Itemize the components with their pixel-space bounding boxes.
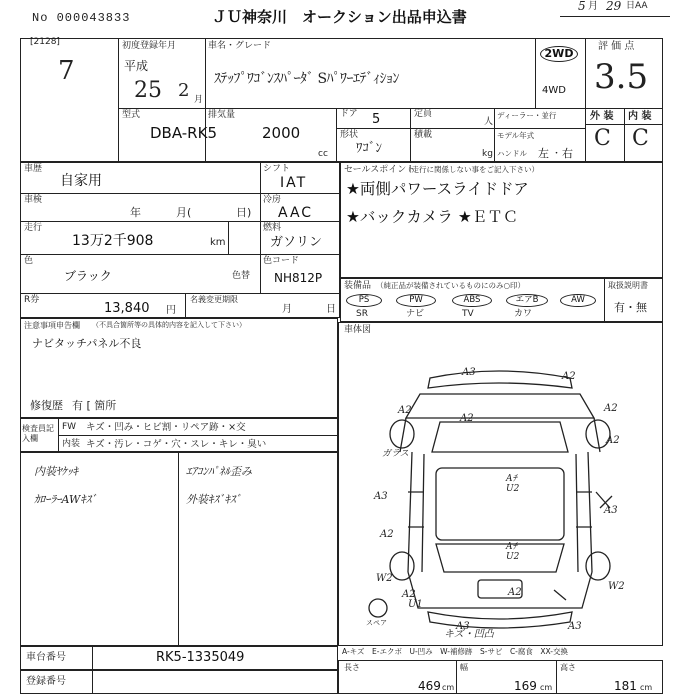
mark-glass: ガラス	[382, 449, 409, 459]
divider-drive	[535, 38, 536, 108]
shift: IAT	[280, 175, 308, 191]
inspection-col-line	[58, 418, 59, 452]
divider-dealer	[494, 108, 495, 162]
aircon-label: 冷房	[263, 195, 282, 205]
body-shape-label: 形状	[340, 130, 359, 140]
color-change-label: 色替	[232, 271, 251, 281]
mark-a3-bumper-left: A3	[456, 621, 470, 632]
mark-a2-left-side: A2	[380, 529, 394, 540]
date-underline	[560, 16, 670, 17]
divider-main-right	[585, 38, 586, 162]
registration-month-unit: 月	[194, 95, 204, 105]
inspection-row2: キズ・汚レ・コゲ・穴・スレ・キレ・臭い	[86, 439, 267, 450]
shaken-year-unit: 年	[130, 206, 141, 219]
car-diagram	[338, 322, 663, 646]
manual-label: 取扱説明書	[608, 281, 648, 290]
model-year-label: モデル年式	[497, 131, 535, 140]
divider-manual	[604, 278, 605, 322]
recycle-label: R券	[24, 295, 40, 305]
mark-roof-front: Aﾁ U2	[506, 474, 520, 494]
chassis-number: RK5-1335049	[156, 650, 245, 665]
notes-label: 注意事項申告欄	[24, 321, 80, 330]
equip-airbag: エアB	[506, 294, 548, 307]
sales-point-2: ★バックカメラ ★ＥＴＣ	[346, 208, 519, 226]
exterior-grade-label: 外 装	[590, 111, 614, 122]
first-registration-label: 初度登録年月	[122, 41, 177, 51]
inspector-notes-frame	[20, 452, 338, 646]
shift-label: シフト	[263, 164, 291, 174]
date-month-unit: 月	[588, 1, 598, 12]
divider-doors	[410, 108, 411, 162]
recycle-fee: 13,840	[104, 301, 150, 316]
date-day-unit: 日AA	[626, 1, 648, 11]
mark-a2-left-fender: A2	[398, 405, 412, 416]
doors-label: ドア	[340, 109, 358, 119]
meter-label: 名義変更期限	[190, 295, 238, 304]
color: ブラック	[64, 269, 112, 283]
sales-points-label: セールスポイント	[344, 165, 416, 175]
interior-grade-label: 内 装	[628, 111, 652, 122]
length-unit: cm	[442, 683, 455, 692]
inspector-note-2: ｴｱｺﾝﾊﾟﾈﾙ歪み	[186, 465, 252, 478]
serial-number: No 000043833	[32, 11, 131, 25]
exterior-grade: C	[594, 126, 611, 151]
mark-a3-right-door: A3	[604, 505, 618, 516]
meter-day-unit: 日	[326, 304, 336, 315]
lot-number: 7	[58, 56, 75, 86]
usage-label: 車歴	[24, 164, 43, 174]
equip-aw: AW	[560, 294, 596, 307]
mark-a3-front-left: A3	[462, 367, 476, 378]
handle-sep: ・	[552, 149, 562, 159]
length-value: 469	[418, 679, 441, 693]
document-title: ＪＵ神奈川 オークション出品申込書	[212, 8, 467, 26]
manual-value: 有・無	[614, 301, 647, 314]
usage: 自家用	[60, 173, 102, 189]
recycle-unit: 円	[166, 305, 176, 316]
mark-a2-front-right: A2	[562, 371, 576, 382]
meter-month-unit: 月	[282, 304, 292, 315]
equip-ps: PS	[346, 294, 382, 307]
mileage-label: 走行	[24, 223, 43, 233]
width-label: 幅	[460, 663, 468, 672]
equipment-label: 装備品	[344, 281, 372, 291]
mark-roof-rear: Aﾁ U2	[506, 542, 520, 562]
vehicle-name-label: 車名・グレード	[208, 41, 272, 51]
mark-a2-right-fender: A2	[604, 403, 618, 414]
color-label: 色	[24, 256, 34, 266]
equip-pw: PW	[396, 294, 436, 307]
row-line-3	[20, 254, 340, 255]
divider-grade-col	[624, 108, 625, 162]
mileage: 13万2千908	[72, 233, 154, 249]
handle-right: 右	[562, 147, 573, 160]
mileage-unit: km	[210, 237, 226, 248]
interior-grade: C	[632, 126, 649, 151]
mark-a3-bumper-right: A3	[568, 621, 582, 632]
height-label: 高さ	[560, 663, 576, 672]
model-code: DBA-RK5	[150, 124, 217, 142]
divider-disp	[336, 108, 337, 162]
ref-code: [2128]	[30, 37, 60, 47]
equipment-note: （純正品が装備されているものにのみ○印）	[376, 281, 526, 290]
equip-navi: ナビ	[406, 309, 425, 319]
divider-colorcode	[260, 254, 261, 293]
registration-year: 25	[134, 78, 162, 103]
damage-legend: A-キズ E-エクボ U-凹み W-補修跡 S-サビ C-腐食 XX-交換	[342, 647, 568, 656]
equip-abs: ABS	[452, 294, 492, 307]
mark-w2-left-rear: W2	[376, 573, 393, 584]
inspection-row1: キズ・凹み・ヒビ割・リペア跡・×交	[86, 422, 246, 433]
diagram-label: 車体図	[344, 325, 372, 335]
inspector-notes-divider	[178, 452, 179, 646]
dimensions-divider-2	[556, 660, 557, 694]
length-label: 長さ	[344, 663, 360, 672]
mark-a2-right: A2	[606, 435, 620, 446]
note-item-1: ナビタッチパネル不良	[32, 337, 142, 350]
spare-label: スペア	[366, 619, 387, 627]
divider-km	[228, 221, 229, 254]
displacement-label: 排気量	[208, 110, 236, 120]
color-code: NH812P	[274, 271, 323, 285]
inspector-note-1: 内装ﾔｹｯｷ	[34, 465, 78, 478]
drive-2wd: 2WD	[540, 46, 578, 62]
loading-unit: kg	[482, 149, 493, 159]
notes-note: （不具合箇所等の具体的内容を記入して下さい）	[92, 321, 246, 329]
body-shape: ﾜｺﾞﾝ	[356, 141, 382, 156]
chassis-label: 車台番号	[26, 652, 66, 663]
inspection-row-line	[58, 435, 338, 436]
row-line-2	[20, 221, 340, 222]
displacement-unit: cc	[318, 149, 328, 159]
repair-label: 修復歴	[30, 399, 63, 412]
date-month: 5	[578, 0, 586, 13]
inspector-note-4: 外装ｷｽﾞｷｽﾞ	[186, 493, 241, 506]
date-day: 29	[606, 0, 622, 13]
mark-a2-rear-left: A2	[402, 589, 416, 600]
capacity-label: 定員	[414, 109, 433, 119]
width-value: 169	[514, 679, 537, 693]
divider-reg-name	[205, 38, 206, 162]
notes-frame	[20, 318, 338, 418]
divider-recycle	[185, 293, 186, 318]
diagram-bottom-note: キズ・凹凸	[444, 629, 494, 640]
divider-lot	[118, 38, 119, 162]
height-unit: cm	[640, 683, 653, 692]
drive-4wd: 4WD	[542, 85, 566, 96]
mark-w2-right-rear: W2	[608, 581, 625, 592]
rating-score: 3.5	[594, 57, 649, 97]
rating-label: 評 価 点	[598, 41, 635, 52]
capacity-unit: 人	[484, 117, 494, 127]
mark-a2-hood: A2	[460, 413, 474, 424]
repair-value: 有 [ 箇所	[72, 399, 117, 412]
divider-doors-row	[336, 128, 585, 129]
width-unit: cm	[540, 683, 553, 692]
equip-sr: SR	[356, 309, 368, 319]
mark-a2-rear-right: A2	[508, 587, 522, 598]
vehicle-name: ｽﾃｯﾌﾟﾜｺﾞﾝｽﾊﾟｰﾀﾞ Sﾊﾟﾜｰｴﾃﾞｨｼｮﾝ	[214, 71, 400, 87]
mark-a3-left-door: A3	[374, 491, 388, 502]
divider-shift-col	[260, 162, 261, 254]
shaken-month-unit: 月(	[176, 206, 192, 219]
handle-left: 左	[538, 147, 549, 160]
mark-u1-rear: U1	[408, 599, 423, 610]
loading-label: 積載	[414, 130, 433, 140]
displacement: 2000	[262, 124, 301, 142]
shaken-day-unit: 日)	[236, 206, 252, 219]
color-code-label: 色コード	[263, 256, 300, 266]
equip-leather: カワ	[514, 309, 533, 319]
row-line-4	[20, 293, 340, 294]
aircon: AAC	[278, 205, 314, 221]
dealer-label: ディーラー・並行	[497, 111, 557, 120]
doors: 5	[372, 112, 381, 127]
equip-tv: TV	[462, 309, 474, 319]
sales-point-1: ★両側パワースライドドア	[346, 180, 529, 198]
shaken-label: 車検	[24, 195, 43, 205]
inspection-row2-label: 内装	[62, 439, 81, 449]
fuel: ガソリン	[270, 235, 323, 250]
row-line-1	[20, 193, 340, 194]
fuel-label: 燃料	[263, 223, 282, 233]
era: 平成	[124, 59, 149, 73]
model-code-label: 型式	[122, 110, 141, 120]
height-value: 181	[614, 679, 637, 693]
dimensions-divider-1	[456, 660, 457, 694]
registration-month: 2	[178, 80, 190, 101]
registration-frame	[20, 670, 338, 694]
handle-label: ハンドル	[497, 149, 527, 158]
registration-label: 登録番号	[26, 676, 66, 687]
inspection-row1-label: FW	[62, 422, 77, 432]
sales-points-note: （走行に関係しない事をご記入下さい）	[404, 165, 539, 174]
inspection-label: 検査員記入欄	[22, 424, 54, 443]
inspector-note-3: ｶﾛｰﾗｰAWｷｽﾞ	[34, 493, 97, 506]
